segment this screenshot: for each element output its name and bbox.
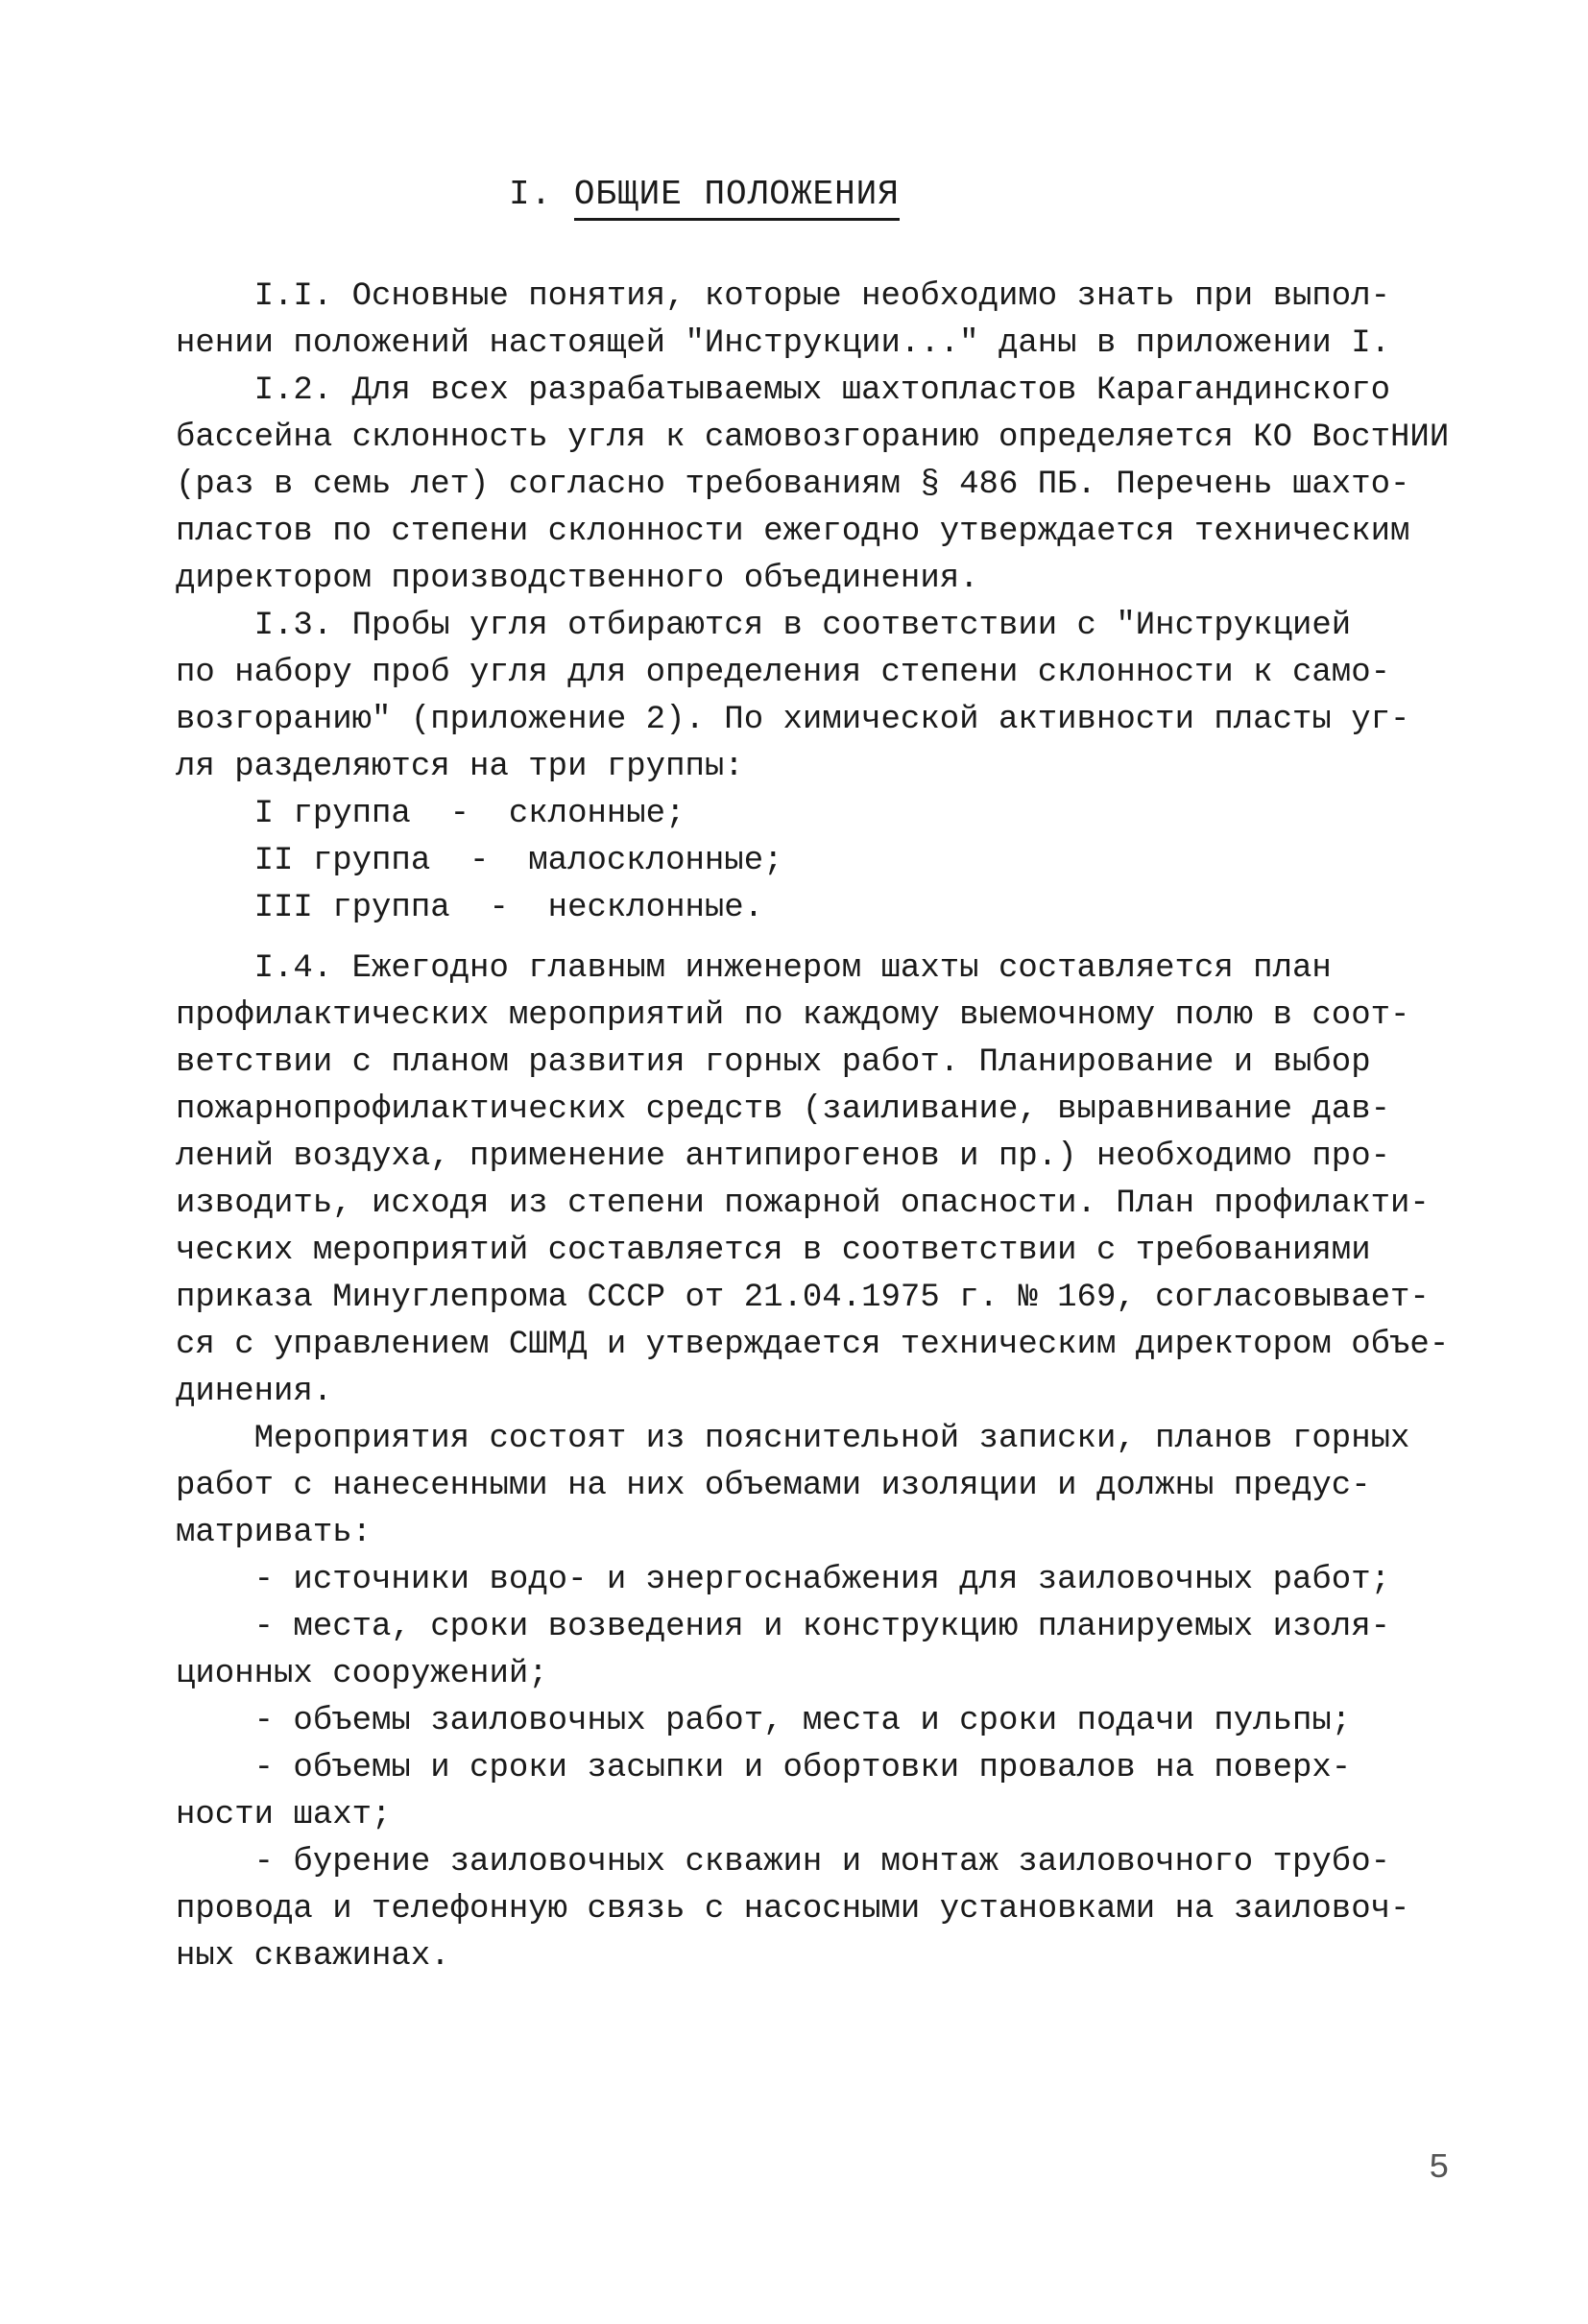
text-line: ветствии с планом развития горных работ. Планирование и выбор xyxy=(176,1044,1371,1081)
text-line: I.I. Основные понятия, которые необходимо знать при выпол- xyxy=(176,278,1391,315)
text-line: ных скважинах. xyxy=(176,1938,450,1975)
text-line: бассейна склонность угля к самовозгоранию определяется КО ВостНИИ xyxy=(176,419,1450,456)
text-line: пластов по степени склонности ежегодно утверждается техническим xyxy=(176,514,1410,550)
text-line: пожарнопрофилактических средств (заиливание, выравнивание дав- xyxy=(176,1091,1391,1128)
text-line: нении положений настоящей "Инструкции..." даны в приложении I. xyxy=(176,325,1391,362)
section-title xyxy=(509,175,900,214)
text-line: I.2. Для всех разрабатываемых шахтопластов Карагандинского xyxy=(176,372,1391,409)
text-line: ческих мероприятий составляется в соответствии с требованиями xyxy=(176,1233,1371,1269)
text-line: (раз в семь лет) согласно требованиям § 486 ПБ. Перечень шахто- xyxy=(176,467,1410,503)
text-line: работ с нанесенными на них объемами изоляции и должны предус- xyxy=(176,1468,1371,1504)
text-line: возгоранию" (приложение 2). По химической активности пласты уг- xyxy=(176,702,1410,738)
list-item-group-3: III группа - несклонные. xyxy=(176,890,764,926)
paragraph-gap xyxy=(176,932,1443,946)
text-line: изводить, исходя из степени пожарной опасности. План профилакти- xyxy=(176,1186,1430,1222)
body-text xyxy=(176,274,1450,1980)
page-number: 5 xyxy=(1429,2148,1450,2188)
text-line: провода и телефонную связь с насосными установками на заиловоч- xyxy=(176,1891,1410,1928)
text-line: I.3. Пробы угля отбираются в соответствии с "Инструкцией xyxy=(176,608,1352,644)
text-line: приказа Минуглепрома СССР от 21.04.1975 г. № 169, согласовывает- xyxy=(176,1280,1430,1316)
text-line: I.4. Ежегодно главным инженером шахты составляется план xyxy=(176,950,1332,987)
text-line: профилактических мероприятий по каждому выемочному полю в соот- xyxy=(176,997,1410,1034)
text-line: матривать: xyxy=(176,1515,373,1551)
list-item: - места, сроки возведения и конструкцию планируемых изоля- xyxy=(176,1609,1391,1645)
section-heading: ОБЩИЕ ПОЛОЖЕНИЯ xyxy=(574,175,900,221)
section-number: I. xyxy=(509,175,553,214)
list-item: - источники водо- и энергоснабжения для заиловочных работ; xyxy=(176,1562,1391,1598)
list-item: - объемы и сроки засыпки и обортовки провалов на поверх- xyxy=(176,1750,1352,1786)
text-line: динения. xyxy=(176,1374,333,1410)
text-line: лений воздуха, применение антипирогенов и пр.) необходимо про- xyxy=(176,1138,1391,1175)
list-item: - бурение заиловочных скважин и монтаж заиловочного трубо- xyxy=(176,1844,1391,1881)
text-line: по набору проб угля для определения степени склонности к само- xyxy=(176,655,1391,691)
text-line: ционных сооружений; xyxy=(176,1656,548,1692)
text-line: ся с управлением СШМД и утверждается техническим директором объе- xyxy=(176,1327,1450,1363)
text-line: ля разделяются на три группы: xyxy=(176,749,744,785)
text-line: директором производственного объединения. xyxy=(176,561,979,597)
list-item: - объемы заиловочных работ, места и сроки подачи пульпы; xyxy=(176,1703,1352,1739)
list-item-group-1: I группа - склонные; xyxy=(176,796,686,832)
text-line: Мероприятия состоят из пояснительной записки, планов горных xyxy=(176,1421,1410,1457)
list-item-group-2: II группа - малосклонные; xyxy=(176,843,783,879)
text-line: ности шахт; xyxy=(176,1797,392,1833)
